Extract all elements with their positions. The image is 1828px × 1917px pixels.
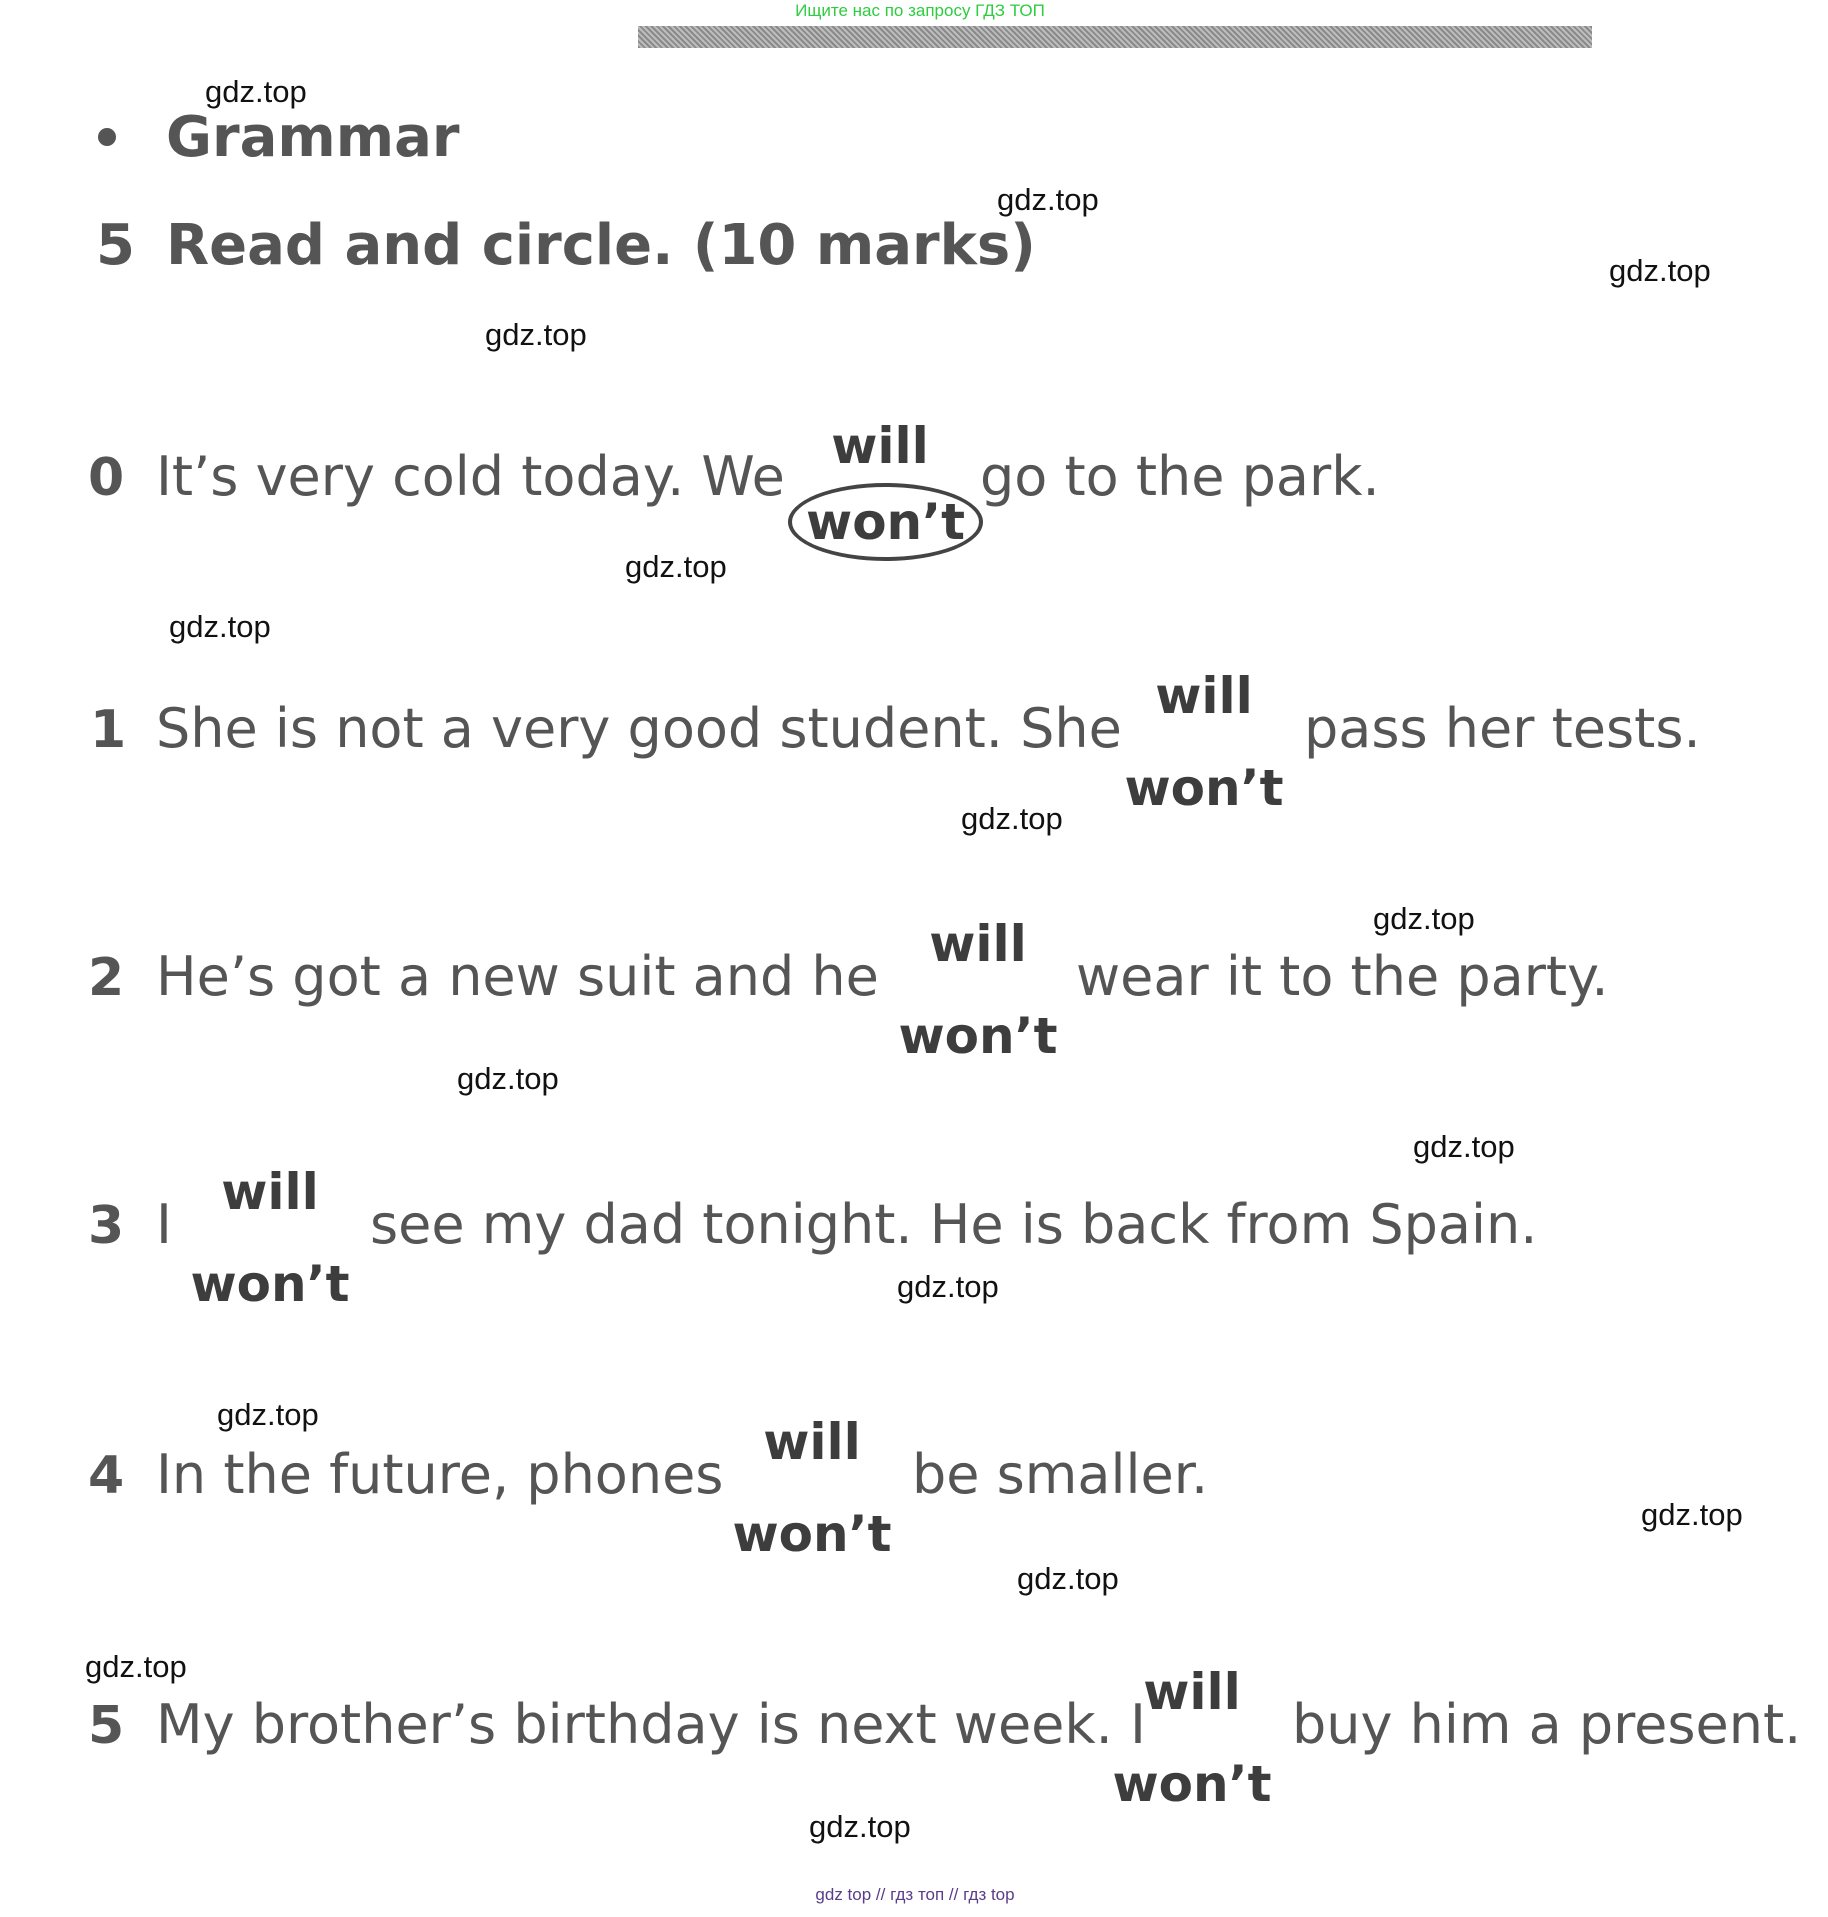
- bullet-icon: [98, 128, 116, 146]
- item-sentence-end: be smaller.: [912, 1443, 1209, 1506]
- option-will[interactable]: will: [221, 1163, 319, 1221]
- watermark: gdz.top: [1373, 901, 1475, 936]
- item-sentence-end: go to the park.: [980, 445, 1380, 508]
- option-wont[interactable]: won’t: [1124, 759, 1284, 817]
- watermark: gdz.top: [1017, 1561, 1119, 1596]
- watermark: gdz.top: [1413, 1129, 1515, 1164]
- footer-text: gdz top // гдз топ // гдз top: [815, 1885, 1015, 1904]
- item-sentence-start: My brother’s birthday is next week. I: [156, 1693, 1146, 1756]
- item-sentence-end: buy him a present.: [1292, 1693, 1802, 1756]
- watermark: gdz.top: [85, 1649, 187, 1684]
- watermark: gdz.top: [485, 317, 587, 352]
- watermark: gdz.top: [205, 74, 307, 109]
- item-sentence-end: pass her tests.: [1304, 697, 1701, 760]
- watermark: gdz.top: [897, 1269, 999, 1304]
- exercise-number: 5: [96, 213, 135, 278]
- item-sentence-end: see my dad tonight. He is back from Spain.: [370, 1193, 1538, 1256]
- watermark: gdz.top: [961, 801, 1063, 836]
- top-decorative-bar: [638, 26, 1592, 48]
- watermark: gdz.top: [169, 609, 271, 644]
- option-wont-circled[interactable]: won’t: [788, 483, 983, 561]
- option-wont[interactable]: won’t: [190, 1255, 350, 1313]
- option-wont[interactable]: won’t: [898, 1007, 1058, 1065]
- watermark: gdz.top: [997, 182, 1099, 217]
- item-number: 3: [88, 1196, 125, 1256]
- watermark: gdz.top: [1609, 253, 1711, 288]
- exercise-title: Read and circle. (10 marks): [166, 213, 1036, 278]
- option-will[interactable]: will: [1155, 667, 1253, 725]
- section-title: Grammar: [166, 105, 460, 170]
- watermark: gdz.top: [809, 1809, 911, 1844]
- option-will[interactable]: will: [929, 915, 1027, 973]
- option-will[interactable]: will: [763, 1413, 861, 1471]
- item-sentence-start: I: [156, 1193, 172, 1256]
- watermark: gdz.top: [625, 549, 727, 584]
- item-number: 5: [88, 1696, 125, 1756]
- option-will[interactable]: will: [1143, 1663, 1241, 1721]
- watermark: gdz.top: [457, 1061, 559, 1096]
- item-number: 4: [88, 1446, 125, 1506]
- option-wont[interactable]: won’t: [1112, 1755, 1272, 1813]
- item-number: 1: [90, 700, 127, 760]
- item-number: 0: [88, 448, 125, 508]
- item-sentence-start: She is not a very good student. She: [156, 697, 1122, 760]
- item-sentence-start: In the future, phones: [156, 1443, 724, 1506]
- item-sentence-start: It’s very cold today. We: [156, 445, 785, 508]
- item-sentence-end: wear it to the party.: [1076, 945, 1609, 1008]
- option-wont[interactable]: won’t: [732, 1505, 892, 1563]
- watermark: gdz.top: [1641, 1497, 1743, 1532]
- item-sentence-start: He’s got a new suit and he: [156, 945, 879, 1008]
- item-number: 2: [88, 948, 125, 1008]
- banner-text: Ищите нас по запросу ГДЗ ТОП: [795, 1, 1045, 20]
- option-will[interactable]: will: [831, 417, 929, 475]
- watermark: gdz.top: [217, 1397, 319, 1432]
